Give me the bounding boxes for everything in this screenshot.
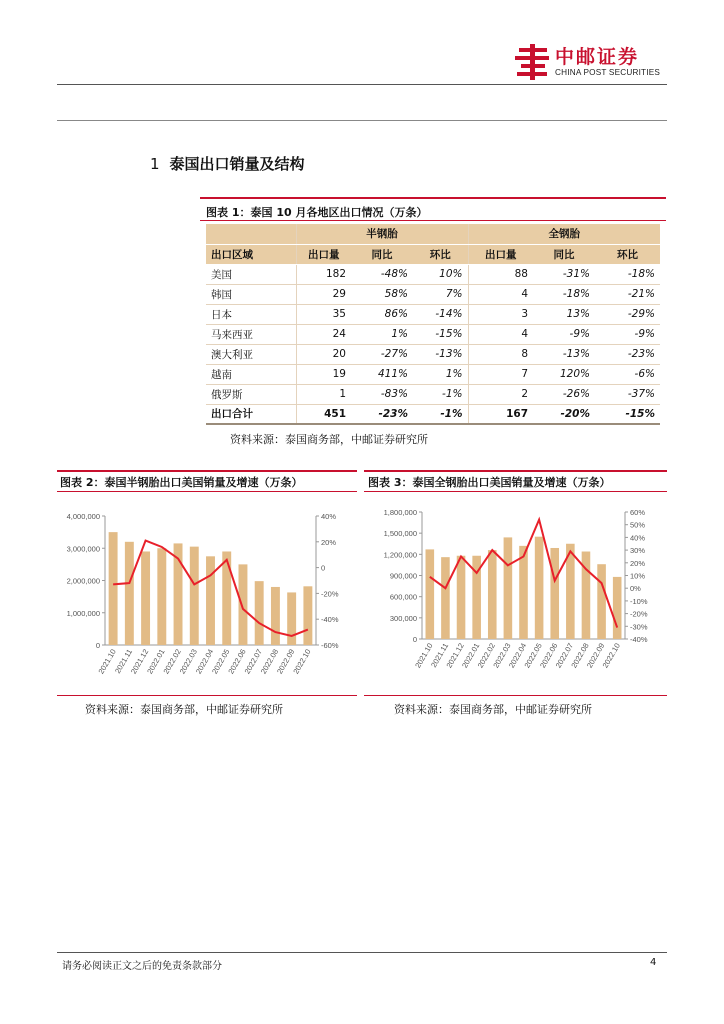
caption-rule [200, 197, 666, 199]
left-tick-label: 1,800,000 [383, 508, 417, 517]
bar [271, 587, 280, 645]
value-cell: 19 [296, 364, 351, 384]
chart3-bottom-rule [364, 695, 667, 696]
value-cell: -15% [595, 404, 660, 424]
brand-name-en: CHINA POST SECURITIES [555, 68, 661, 77]
x-tick-label: 2022.06 [538, 641, 560, 670]
x-tick-label: 2022.09 [275, 647, 297, 676]
value-cell: 2 [468, 384, 533, 404]
left-tick-label: 1,200,000 [383, 550, 417, 560]
value-cell: -23% [351, 404, 413, 424]
table-row [206, 344, 660, 364]
x-tick-label: 2021.10 [413, 641, 435, 670]
chart-all-steel-us [364, 500, 667, 690]
value-cell: -9% [533, 324, 595, 344]
bar [125, 542, 134, 645]
x-tick-label: 2022.06 [226, 647, 248, 676]
right-tick-label: 50% [630, 520, 646, 530]
right-tick-label: 20% [321, 537, 337, 547]
bar [287, 592, 296, 645]
right-tick-label: -40% [321, 615, 339, 625]
value-cell: 451 [296, 404, 351, 424]
value-cell: 29 [296, 284, 351, 304]
bar [157, 548, 166, 645]
bar [222, 551, 231, 645]
x-tick-label: 2022.05 [210, 647, 232, 676]
column-header: 环比 [413, 244, 468, 264]
right-tick-label: 40% [630, 533, 646, 543]
value-cell: -13% [533, 344, 595, 364]
right-tick-label: 0 [321, 563, 326, 573]
x-tick-label: 2022.02 [475, 641, 498, 670]
value-cell: 58% [351, 284, 413, 304]
value-cell: 24 [296, 324, 351, 344]
logo-emblem-icon [513, 42, 553, 82]
left-tick-label: 900,000 [389, 571, 417, 581]
right-tick-label: -40% [630, 635, 648, 644]
value-cell: -1% [413, 384, 468, 404]
bar [535, 537, 544, 639]
x-tick-label: 2022.02 [161, 647, 183, 676]
value-cell: -15% [413, 324, 468, 344]
chart3-source: 资料来源：泰国商务部，中邮证券研究所 [394, 703, 592, 716]
right-tick-label: -30% [630, 622, 648, 632]
right-tick-label: 60% [630, 508, 646, 517]
value-cell: 35 [296, 304, 351, 324]
header-divider [57, 84, 667, 85]
table-row [206, 304, 660, 324]
value-cell: 1 [296, 384, 351, 404]
chart3-caption-rule [364, 470, 667, 472]
value-cell: -20% [533, 404, 595, 424]
region-cell: 韩国 [206, 284, 296, 304]
value-cell: -23% [595, 344, 660, 364]
right-tick-label: 20% [630, 558, 646, 568]
value-cell: -18% [595, 264, 660, 284]
table-row [206, 324, 660, 344]
bar [238, 564, 247, 645]
region-cell: 越南 [206, 364, 296, 384]
value-cell: -31% [533, 264, 595, 284]
value-cell: -37% [595, 384, 660, 404]
bar [504, 537, 513, 639]
caption-rule-bottom [200, 220, 666, 221]
table-row [206, 364, 660, 384]
left-tick-label: 0 [95, 641, 100, 650]
value-cell: 4 [468, 284, 533, 304]
x-tick-label: 2021.11 [113, 647, 135, 676]
x-tick-label: 2022.07 [553, 641, 576, 670]
x-tick-label: 2021.11 [429, 641, 451, 670]
table-caption: 图表 1：泰国 10 月各地区出口情况（万条） [206, 206, 428, 219]
region-cell: 马来西亚 [206, 324, 296, 344]
value-cell: 4 [468, 324, 533, 344]
value-cell: 3 [468, 304, 533, 324]
value-cell: -6% [595, 364, 660, 384]
value-cell: 1% [413, 364, 468, 384]
left-tick-label: 1,500,000 [383, 529, 417, 539]
column-header: 出口区域 [206, 244, 296, 264]
group-header-semi-steel: 半钢胎 [296, 224, 468, 244]
bar [550, 548, 559, 639]
value-cell: -13% [413, 344, 468, 364]
value-cell: -9% [595, 324, 660, 344]
column-header: 同比 [351, 244, 413, 264]
left-tick-label: 600,000 [389, 592, 417, 602]
column-header: 同比 [533, 244, 595, 264]
bar [597, 564, 606, 639]
chart3-caption-rule-bottom [364, 491, 667, 492]
value-cell: 20 [296, 344, 351, 364]
x-tick-label: 2022.09 [584, 641, 607, 670]
bar [141, 551, 150, 645]
footer-disclaimer: 请务必阅读正文之后的免责条款部分 [62, 961, 222, 972]
value-cell: 411% [351, 364, 413, 384]
value-cell: -83% [351, 384, 413, 404]
value-cell: -48% [351, 264, 413, 284]
table-row [206, 384, 660, 404]
right-tick-label: -60% [321, 641, 339, 650]
x-tick-label: 2022.05 [522, 641, 544, 670]
x-tick-label: 2022.01 [460, 641, 482, 670]
x-tick-label: 2022.04 [193, 647, 216, 676]
bar [303, 586, 312, 645]
bar [109, 532, 118, 645]
bar [488, 550, 497, 639]
x-tick-label: 2022.04 [506, 641, 529, 670]
bar [255, 581, 264, 645]
value-cell: -18% [533, 284, 595, 304]
table-row [206, 264, 660, 284]
section-title [150, 153, 305, 174]
section-title-text: 泰国出口销量及结构 [169, 155, 305, 173]
table-total-row [206, 404, 660, 424]
section-number: 1 [150, 155, 160, 173]
value-cell: 86% [351, 304, 413, 324]
table-group-header-row [206, 224, 660, 244]
right-tick-label: -20% [630, 609, 648, 619]
column-header: 出口量 [468, 244, 533, 264]
region-cell: 俄罗斯 [206, 384, 296, 404]
value-cell: 8 [468, 344, 533, 364]
bar [519, 546, 528, 639]
bar [457, 556, 466, 639]
x-tick-label: 2022.08 [569, 641, 591, 670]
right-tick-label: -20% [321, 589, 339, 599]
export-region-table [206, 224, 660, 425]
table-row [206, 284, 660, 304]
value-cell: -21% [595, 284, 660, 304]
value-cell: -27% [351, 344, 413, 364]
region-cell: 美国 [206, 264, 296, 284]
left-tick-label: 1,000,000 [66, 608, 100, 618]
left-tick-label: 0 [412, 635, 417, 644]
value-cell: 88 [468, 264, 533, 284]
group-header-blank [206, 224, 296, 244]
left-tick-label: 2,000,000 [66, 576, 100, 586]
chart2-bottom-rule [57, 695, 357, 696]
x-tick-label: 2021.12 [444, 641, 466, 670]
value-cell: 1% [351, 324, 413, 344]
bar [426, 549, 435, 639]
x-tick-label: 2022.10 [600, 641, 622, 670]
value-cell: 13% [533, 304, 595, 324]
x-tick-label: 2022.01 [145, 647, 167, 676]
header-divider-2 [57, 120, 667, 121]
chart2-caption-rule-bottom [57, 491, 357, 492]
chart-semi-steel-us [57, 500, 357, 690]
bar [441, 557, 450, 639]
x-tick-label: 2022.03 [491, 641, 513, 670]
footer-divider [57, 952, 667, 953]
company-logo [513, 40, 673, 85]
right-tick-label: 10% [630, 571, 646, 581]
table-source: 资料来源：泰国商务部，中邮证券研究所 [230, 433, 428, 446]
left-tick-label: 4,000,000 [66, 512, 100, 521]
chart2-caption: 图表 2：泰国半钢胎出口美国销量及增速（万条） [60, 476, 303, 489]
value-cell: 7 [468, 364, 533, 384]
right-tick-label: 0% [630, 584, 641, 594]
chart3-caption: 图表 3：泰国全钢胎出口美国销量及增速（万条） [368, 476, 611, 489]
x-tick-label: 2022.03 [177, 647, 200, 676]
region-cell: 澳大利亚 [206, 344, 296, 364]
value-cell: -29% [595, 304, 660, 324]
table-column-header-row [206, 244, 660, 264]
right-tick-label: 40% [321, 512, 337, 521]
brand-name: 中邮证券 [555, 46, 640, 68]
x-tick-label: 2021.10 [96, 647, 118, 676]
chart2-source: 资料来源：泰国商务部，中邮证券研究所 [85, 703, 283, 716]
region-cell: 出口合计 [206, 404, 296, 424]
value-cell: 120% [533, 364, 595, 384]
x-tick-label: 2022.10 [291, 647, 313, 676]
region-cell: 日本 [206, 304, 296, 324]
bar [206, 556, 215, 645]
right-tick-label: -10% [630, 596, 648, 606]
value-cell: 7% [413, 284, 468, 304]
value-cell: -14% [413, 304, 468, 324]
value-cell: 182 [296, 264, 351, 284]
column-header: 环比 [595, 244, 660, 264]
right-tick-label: 30% [630, 546, 646, 556]
value-cell: -1% [413, 404, 468, 424]
column-header: 出口量 [296, 244, 351, 264]
x-tick-label: 2022.08 [258, 647, 281, 676]
chart2-caption-rule [57, 470, 357, 472]
left-tick-label: 300,000 [389, 613, 417, 623]
value-cell: 10% [413, 264, 468, 284]
page-number: 4 [650, 957, 657, 968]
left-tick-label: 3,000,000 [66, 544, 100, 554]
value-cell: 167 [468, 404, 533, 424]
bar [613, 577, 622, 639]
x-tick-label: 2022.07 [242, 647, 264, 676]
value-cell: -26% [533, 384, 595, 404]
group-header-all-steel: 全钢胎 [468, 224, 660, 244]
bar [190, 547, 199, 645]
x-tick-label: 2021.12 [128, 647, 151, 676]
